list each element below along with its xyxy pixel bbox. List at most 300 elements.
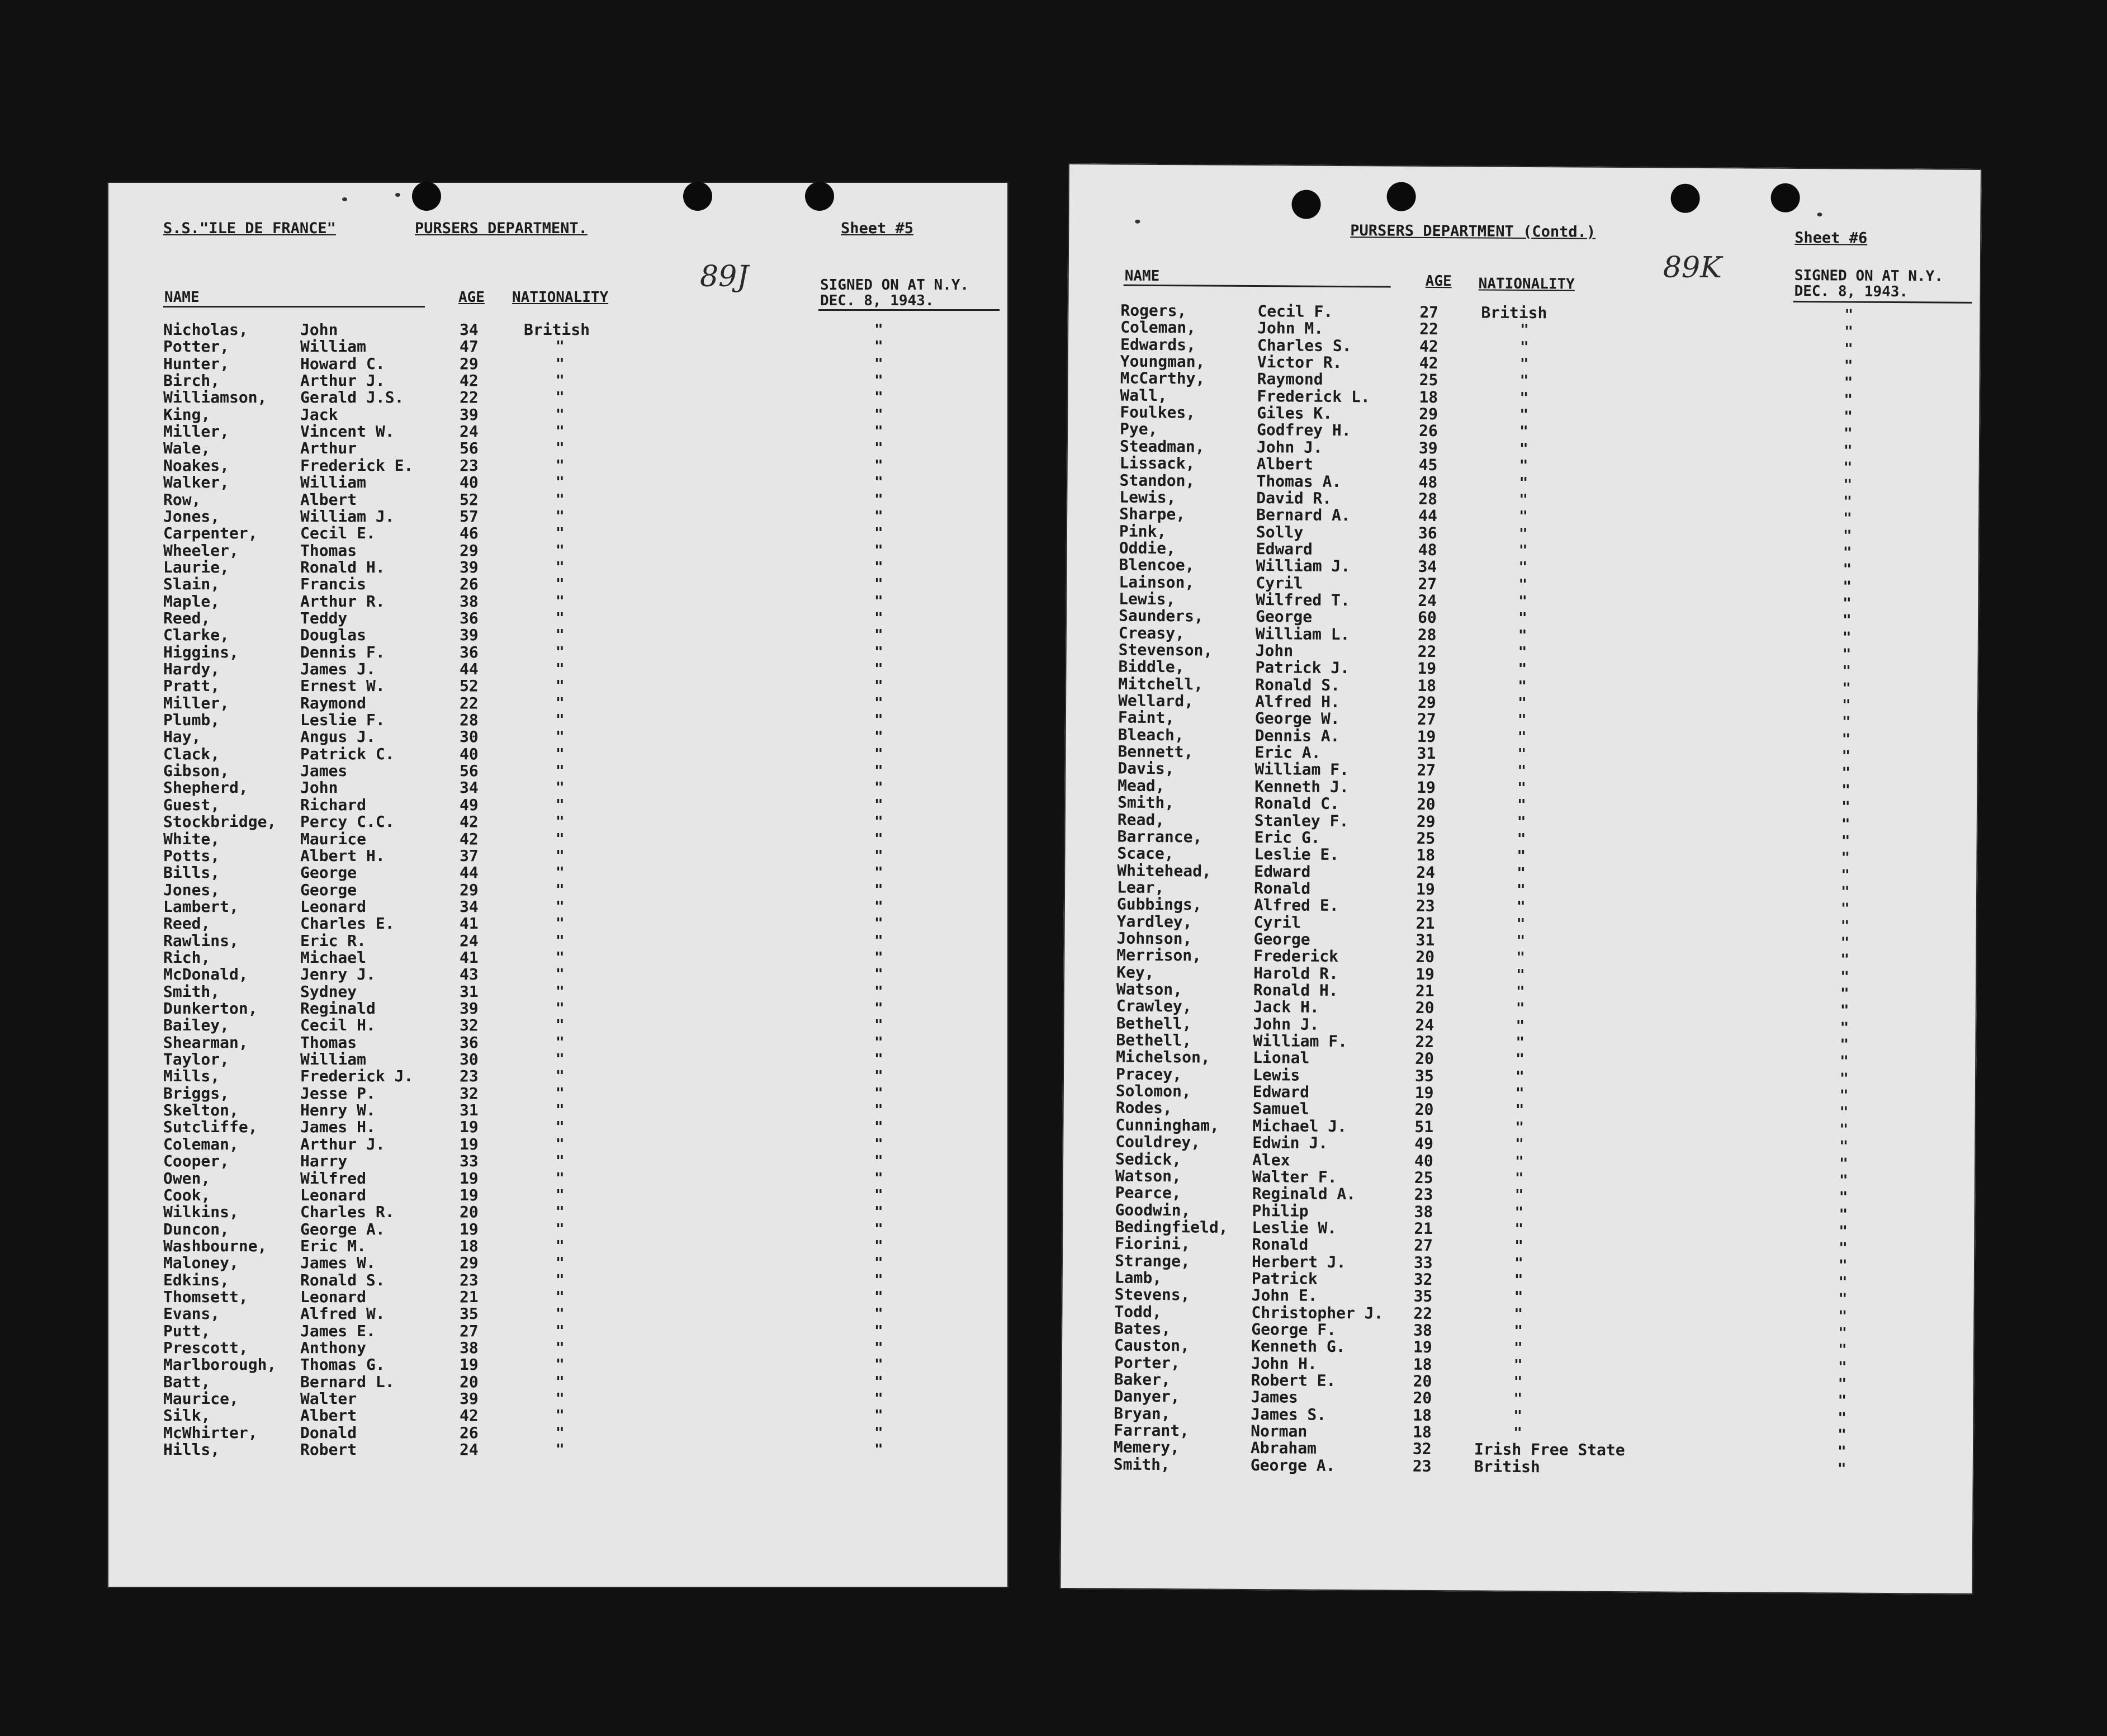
signed-on-ditto: " [1841, 782, 1850, 799]
crew-given-name: Arthur J. [300, 1134, 385, 1153]
crew-nationality: " [1516, 1051, 1524, 1068]
signed-on-ditto: " [1837, 1443, 1846, 1460]
crew-surname: Guest, [163, 795, 220, 814]
crew-given-name: John M. [1257, 319, 1324, 338]
crew-given-name: Albert H. [300, 846, 385, 865]
crew-surname: Strange, [1114, 1251, 1190, 1270]
signed-on-ditto: " [1839, 1189, 1848, 1206]
crew-nationality: " [1517, 746, 1527, 763]
crew-row [107, 949, 1002, 966]
crew-given-name: William L. [1255, 624, 1350, 644]
crew-age: 25 [1416, 829, 1436, 848]
signed-on-ditto: " [1842, 612, 1852, 629]
crew-row [107, 321, 1002, 338]
signed-on-ditto: " [1839, 1138, 1849, 1155]
signed-on-ditto: " [1844, 357, 1853, 375]
crew-nationality: " [1517, 763, 1527, 780]
name-header-underline [1124, 285, 1391, 288]
crew-given-name: Cecil E. [300, 524, 376, 543]
signed-on-ditto: " [874, 491, 883, 508]
crew-given-name: James W. [300, 1253, 376, 1273]
crew-given-name: Cecil H. [300, 1016, 376, 1035]
crew-age: 57 [460, 507, 479, 526]
crew-age: 29 [460, 541, 479, 560]
crew-nationality: " [556, 864, 565, 882]
crew-nationality: " [556, 966, 565, 983]
crew-nationality: " [556, 1237, 565, 1255]
crew-age: 23 [460, 1270, 479, 1289]
crew-nationality: " [1513, 1373, 1523, 1391]
crew-given-name: Michael J. [1252, 1116, 1347, 1136]
crew-given-name: Patrick [1251, 1269, 1318, 1288]
crew-row [107, 746, 1002, 763]
crew-row [107, 882, 1002, 898]
signed-on-ditto: " [874, 457, 883, 474]
crew-given-name: Stanley F. [1254, 811, 1349, 830]
crew-surname: Potts, [163, 846, 220, 865]
crew-surname: Todd, [1114, 1302, 1162, 1321]
crew-surname: Barrance, [1117, 827, 1202, 846]
crew-given-name: Ronald C. [1254, 794, 1339, 813]
crew-nationality: " [556, 457, 565, 474]
crew-given-name: Patrick C. [300, 744, 395, 763]
crew-surname: Wilkins, [163, 1203, 239, 1222]
crew-age: 30 [460, 727, 479, 746]
crew-surname: Merrison, [1116, 945, 1202, 965]
crew-surname: Bennett, [1118, 742, 1194, 761]
crew-surname: Skelton, [163, 1101, 239, 1120]
crew-given-name: Charles S. [1257, 335, 1352, 355]
crew-surname: Smith, [163, 982, 220, 1001]
crew-age: 19 [460, 1355, 479, 1374]
crew-age: 23 [1414, 1185, 1433, 1204]
crew-surname: Cunningham, [1115, 1115, 1220, 1135]
crew-nationality: " [556, 1102, 565, 1119]
signed-on-ditto: " [1838, 1409, 1847, 1427]
crew-age: 25 [1419, 371, 1438, 390]
crew-nationality: " [1516, 966, 1525, 983]
crew-given-name: Albert [300, 490, 357, 509]
signed-on-ditto: " [1842, 680, 1852, 697]
signed-on-ditto: " [874, 1051, 883, 1068]
crew-nationality: " [1518, 559, 1528, 576]
crew-given-name: Charles R. [300, 1203, 395, 1222]
crew-age: 32 [460, 1084, 479, 1103]
crew-row [107, 1102, 1002, 1119]
crew-age: 44 [460, 660, 479, 678]
crew-given-name: Philip [1252, 1201, 1309, 1221]
signed-on-ditto: " [874, 508, 883, 525]
signed-on-ditto: " [874, 1119, 883, 1136]
crew-surname: Walker, [163, 473, 230, 492]
crew-age: 19 [1417, 778, 1436, 797]
crew-given-name: Arthur J. [300, 371, 385, 390]
crew-given-name: Lional [1253, 1048, 1310, 1068]
crew-given-name: Abraham [1250, 1439, 1317, 1458]
signed-on-ditto: " [1839, 1155, 1848, 1172]
signed-on-ditto: " [1843, 595, 1852, 612]
crew-given-name: Anthony [300, 1338, 367, 1357]
crew-given-name: Ronald [1253, 878, 1311, 898]
crew-surname: Lissack, [1119, 453, 1195, 473]
crew-nationality: " [556, 593, 565, 610]
signed-on-ditto: " [1838, 1274, 1848, 1291]
crew-age: 19 [1417, 727, 1436, 746]
crew-age: 21 [460, 1287, 479, 1306]
crew-age: 36 [1418, 523, 1437, 542]
name-header-underline [163, 306, 425, 308]
crew-surname: Hardy, [163, 660, 220, 678]
crew-nationality: " [1517, 779, 1526, 797]
crew-surname: Gubbings, [1116, 895, 1202, 914]
crew-surname: Edwards, [1120, 335, 1196, 354]
signed-on-ditto: " [1842, 663, 1852, 680]
crew-nationality: " [556, 1441, 565, 1459]
signed-on-ditto: " [874, 694, 883, 712]
crew-nationality: " [556, 932, 565, 949]
crew-surname: Dunkerton, [163, 999, 258, 1018]
crew-given-name: Albert [300, 1406, 357, 1425]
crew-surname: Youngman, [1120, 352, 1205, 371]
crew-nationality: " [1514, 1305, 1523, 1323]
nationality-column-header: NATIONALITY [512, 289, 609, 306]
crew-nationality: " [556, 1034, 565, 1051]
signed-on-ditto: " [1843, 493, 1853, 510]
crew-nationality: " [1513, 1407, 1523, 1425]
crew-age: 37 [460, 846, 479, 865]
crew-given-name: George W. [1254, 709, 1340, 729]
crew-given-name: Frederick L. [1257, 386, 1370, 406]
signed-on-ditto: " [1840, 900, 1850, 917]
crew-surname: Standon, [1119, 471, 1195, 490]
crew-row [107, 474, 1002, 491]
crew-age: 35 [1414, 1066, 1434, 1085]
crew-age: 56 [460, 761, 479, 781]
signed-on-ditto: " [1841, 731, 1851, 748]
crew-surname: Batt, [163, 1372, 211, 1391]
crew-given-name: Raymond [1257, 370, 1323, 389]
crew-nationality: " [1517, 830, 1526, 848]
signed-on-ditto: " [1841, 832, 1850, 850]
crew-nationality: " [1514, 1238, 1523, 1255]
crew-row [107, 864, 1002, 881]
signed-on-ditto: " [874, 1000, 883, 1017]
crew-age: 39 [1418, 438, 1438, 457]
crew-age: 18 [1413, 1406, 1432, 1425]
signed-on-ditto: " [874, 1271, 883, 1289]
crew-nationality: " [556, 1153, 565, 1170]
crew-row [107, 1289, 1002, 1305]
crew-age: 32 [1413, 1270, 1433, 1289]
crew-age: 22 [1417, 642, 1437, 661]
crew-age: 19 [460, 1169, 479, 1188]
crew-nationality: " [556, 423, 565, 441]
crew-nationality: " [556, 559, 565, 576]
crew-given-name: Edwin J. [1252, 1133, 1328, 1153]
signed-on-underline [1793, 301, 1972, 304]
crew-row [107, 1356, 1002, 1373]
crew-nationality: " [1519, 372, 1529, 390]
crew-surname: Davis, [1118, 759, 1175, 778]
crew-row [107, 338, 1002, 355]
crew-age: 56 [460, 439, 479, 458]
crew-given-name: Victor R. [1257, 353, 1342, 372]
signed-on-ditto: " [874, 1017, 883, 1034]
ink-speck [395, 193, 400, 197]
punch-hole [1770, 183, 1800, 212]
crew-given-name: Solly [1256, 522, 1304, 542]
crew-given-name: Harold R. [1253, 963, 1338, 983]
crew-nationality: " [556, 745, 565, 763]
signed-on-ditto: " [874, 813, 883, 831]
crew-surname: Sutcliffe, [163, 1118, 258, 1137]
crew-surname: Pye, [1119, 420, 1158, 439]
crew-nationality: " [556, 898, 565, 915]
crew-row [107, 729, 1002, 745]
crew-age: 42 [460, 812, 479, 831]
crew-nationality: " [556, 389, 565, 406]
crew-age: 40 [460, 473, 479, 492]
crew-surname: Creasy, [1118, 623, 1185, 642]
crew-given-name: Jenry J. [300, 965, 376, 984]
crew-surname: Washbourne, [163, 1236, 267, 1255]
punch-hole [1291, 190, 1320, 219]
crew-given-name: Patrick J. [1255, 658, 1350, 678]
crew-surname: King, [163, 405, 211, 424]
crew-age: 29 [1419, 404, 1438, 424]
signed-on-ditto: " [1838, 1426, 1846, 1444]
signed-on-ditto: " [1842, 629, 1852, 646]
crew-given-name: Bernard L. [300, 1372, 395, 1391]
signed-on-ditto: " [874, 474, 883, 491]
signed-on-ditto: " [874, 847, 883, 864]
crew-age: 32 [460, 1016, 479, 1035]
crew-given-name: Dennis A. [1254, 726, 1340, 745]
crew-surname: Clarke, [163, 626, 230, 645]
crew-nationality: " [556, 1255, 565, 1272]
crew-surname: Maurice, [163, 1389, 239, 1408]
crew-row [107, 1238, 1002, 1255]
crew-surname: Foulkes, [1120, 403, 1196, 422]
crew-given-name: Teddy [300, 608, 348, 627]
crew-surname: Duncon, [163, 1219, 230, 1238]
sheet-number: Sheet #5 [841, 220, 914, 237]
crew-surname: Lear, [1116, 878, 1164, 897]
crew-age: 48 [1418, 472, 1438, 491]
signed-on-underline [818, 309, 1000, 311]
crew-surname: Lamb, [1114, 1268, 1162, 1287]
signed-on-ditto: " [874, 661, 883, 678]
crew-surname: Clack, [163, 744, 220, 763]
crew-age: 20 [1415, 1049, 1434, 1068]
crew-nationality: " [1518, 525, 1528, 542]
crew-row [107, 593, 1002, 610]
signed-on-ditto: " [874, 1340, 883, 1356]
crew-surname: Watson, [1116, 980, 1183, 999]
crew-surname: Cook, [163, 1185, 211, 1204]
signed-on-ditto: " [874, 1373, 883, 1390]
crew-age: 40 [460, 744, 479, 763]
crew-nationality: " [556, 440, 565, 457]
crew-age: 18 [1413, 1355, 1432, 1374]
signed-on-ditto: " [874, 576, 883, 593]
signed-on-ditto: " [874, 1186, 883, 1204]
crew-nationality: " [556, 508, 565, 525]
crew-nationality: " [556, 915, 565, 933]
crew-given-name: James J. [300, 660, 376, 678]
signed-on-ditto: " [874, 779, 883, 797]
crew-surname: Stevenson, [1118, 640, 1213, 660]
crew-given-name: Reginald [300, 999, 376, 1018]
crew-given-name: Alfred E. [1253, 896, 1339, 915]
crew-nationality: " [556, 576, 565, 593]
signed-on-ditto: " [1840, 968, 1849, 986]
crew-age: 18 [1413, 1422, 1432, 1442]
name-column-header: NAME [164, 289, 200, 306]
crew-given-name: Godfrey H. [1256, 420, 1351, 440]
crew-surname: Pink, [1119, 522, 1167, 541]
crew-given-name: Arthur R. [300, 592, 385, 611]
crew-age: 24 [1416, 863, 1436, 882]
crew-surname: Bethell, [1116, 1014, 1192, 1033]
crew-surname: Lambert, [163, 897, 239, 916]
crew-age: 22 [460, 693, 479, 712]
crew-nationality: " [1516, 1034, 1525, 1052]
crew-surname: Owen, [163, 1169, 211, 1188]
signed-on-ditto: " [874, 1153, 883, 1170]
crew-age: 41 [460, 948, 479, 967]
crew-age: 21 [1415, 981, 1434, 1001]
crew-surname: Smith, [1117, 793, 1175, 812]
crew-nationality: " [556, 1136, 565, 1153]
crew-age: 20 [1416, 794, 1436, 814]
crew-given-name: William F. [1254, 760, 1350, 779]
crew-age: 46 [460, 524, 479, 543]
signed-on-ditto: " [874, 1068, 883, 1085]
crew-age: 19 [1417, 659, 1437, 678]
crew-surname: Fiorini, [1115, 1234, 1191, 1253]
signed-on-ditto: " [1839, 1087, 1849, 1104]
department-title: PURSERS DEPARTMENT (Contd.) [1350, 222, 1596, 241]
crew-surname: Blencoe, [1119, 555, 1195, 575]
department-title: PURSERS DEPARTMENT. [415, 220, 588, 237]
crew-nationality: " [556, 1424, 565, 1441]
crew-sheet-6 [1059, 163, 1982, 1595]
crew-age: 39 [460, 405, 479, 424]
crew-given-name: Ronald S. [1255, 675, 1341, 694]
crew-age: 18 [1419, 387, 1438, 406]
crew-given-name: Douglas [300, 626, 367, 645]
signed-on-ditto: " [1844, 391, 1853, 409]
crew-nationality: " [1519, 423, 1528, 441]
crew-given-name: William J. [1256, 556, 1351, 576]
crew-surname: Laurie, [163, 557, 230, 576]
crew-surname: Wheeler, [163, 541, 239, 560]
age-column-header: AGE [458, 289, 485, 306]
crew-given-name: Herbert J. [1251, 1252, 1346, 1271]
crew-given-name: Leonard [300, 897, 367, 916]
crew-row [107, 627, 1002, 644]
crew-row [107, 1187, 1002, 1204]
crew-surname: Gibson, [163, 761, 230, 781]
crew-nationality: " [556, 474, 565, 491]
crew-surname: Sharpe, [1119, 504, 1186, 524]
signed-on-ditto: " [874, 1305, 883, 1323]
handwritten-annotation: 89J [700, 260, 749, 294]
crew-row [107, 525, 1002, 542]
punch-hole [805, 182, 834, 211]
crew-surname: Lewis, [1119, 488, 1176, 507]
crew-nationality: " [1515, 1136, 1524, 1153]
crew-age: 34 [1418, 557, 1437, 576]
crew-surname: Shearman, [163, 1033, 248, 1052]
crew-given-name: Norman [1251, 1422, 1308, 1441]
crew-given-name: Alfred W. [300, 1304, 385, 1323]
crew-surname: Potter, [163, 337, 230, 356]
crew-nationality: " [556, 1407, 565, 1425]
crew-age: 29 [1416, 812, 1436, 831]
signed-on-ditto: " [1844, 374, 1853, 391]
crew-given-name: William [300, 473, 367, 492]
crew-row [107, 423, 1002, 440]
crew-nationality: " [1519, 457, 1528, 475]
crew-given-name: James [1251, 1388, 1298, 1407]
crew-age: 28 [460, 711, 479, 730]
crew-row [107, 542, 1002, 559]
crew-given-name: Bernard A. [1256, 505, 1351, 525]
crew-surname: Hunter, [163, 354, 230, 373]
crew-row [107, 661, 1002, 678]
crew-nationality: British [1474, 1457, 1540, 1476]
crew-row [107, 898, 1002, 915]
crew-age: 24 [1415, 1015, 1434, 1034]
crew-surname: Farrant, [1114, 1421, 1190, 1440]
crew-row [107, 1000, 1002, 1017]
crew-age: 32 [1412, 1440, 1432, 1459]
crew-given-name: Cyril [1256, 573, 1303, 593]
crew-nationality: " [556, 1373, 565, 1390]
crew-age: 36 [460, 608, 479, 627]
signed-on-ditto: " [1841, 764, 1851, 782]
signed-on-ditto: " [1841, 815, 1850, 833]
crew-nationality: British [524, 320, 590, 339]
crew-given-name: Jesse P. [300, 1084, 376, 1103]
crew-age: 20 [460, 1203, 479, 1222]
crew-given-name: Frederick J. [300, 1067, 414, 1086]
crew-age: 29 [460, 880, 479, 899]
crew-row [107, 933, 1002, 949]
signed-on-ditto: " [1840, 934, 1850, 952]
crew-nationality: " [556, 949, 565, 966]
crew-nationality: " [556, 729, 565, 746]
crew-surname: Plumb, [163, 711, 220, 730]
crew-age: 48 [1418, 540, 1437, 559]
crew-nationality: " [1514, 1187, 1524, 1204]
crew-nationality: " [1518, 610, 1527, 627]
crew-age: 19 [460, 1219, 479, 1238]
crew-row [107, 1017, 1002, 1034]
crew-given-name: George [300, 880, 357, 899]
crew-surname: Miller, [163, 422, 230, 441]
crew-surname: Smith, [1113, 1455, 1171, 1474]
crew-age: 20 [1415, 999, 1434, 1018]
crew-age: 34 [460, 778, 479, 797]
signed-on-ditto: " [1840, 1002, 1849, 1019]
crew-surname: Bills, [163, 863, 220, 882]
crew-given-name: Percy C.C. [300, 812, 395, 831]
signed-on-ditto: " [1838, 1308, 1848, 1325]
crew-given-name: Arthur [300, 439, 357, 458]
